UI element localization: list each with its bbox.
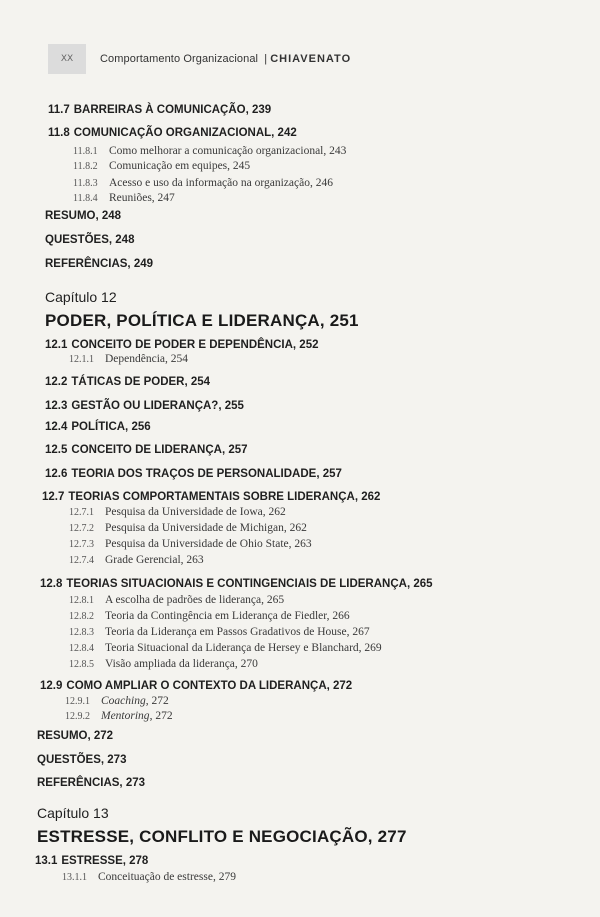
entry-title: CONCEITO DE LIDERANÇA, 257 — [71, 444, 248, 456]
entry-number: 12.7.3 — [69, 539, 94, 550]
toc-section-entry — [45, 234, 134, 246]
toc-subsection-entry — [69, 522, 307, 534]
entry-number: 13.1.1 — [62, 872, 87, 883]
entry-number: 11.7 — [48, 104, 70, 116]
entry-title: TEORIAS SITUACIONAIS E CONTINGENCIAIS DE LIDERANÇA, 265 — [66, 578, 433, 590]
entry-title: TEORIA DOS TRAÇOS DE PERSONALIDADE, 257 — [71, 468, 342, 480]
entry-title: TÁTICAS DE PODER, 254 — [71, 376, 211, 388]
toc-subsection-entry — [73, 177, 333, 189]
author-name: CHIAVENATO — [270, 53, 352, 65]
chapter-label: Capítulo 13 — [37, 805, 109, 821]
entry-title: COMO AMPLIAR O CONTEXTO DA LIDERANÇA, 272 — [66, 680, 353, 692]
entry-title: Teoria Situacional da Liderança de Hersey e Blanchard, 269 — [105, 642, 382, 654]
toc-section-entry — [45, 258, 153, 270]
entry-number: 12.2 — [45, 376, 68, 388]
entry-number: 12.8.5 — [69, 659, 94, 670]
entry-title: ESTRESSE, 278 — [61, 855, 149, 867]
entry-title: TEORIAS COMPORTAMENTAIS SOBRE LIDERANÇA, 262 — [68, 491, 381, 503]
entry-title: Teoria da Liderança em Passos Gradativos de House, 267 — [105, 626, 370, 638]
toc-subsection-entry — [69, 554, 204, 566]
toc-section-entry — [37, 777, 145, 789]
book-title: Comportamento Organizacional — [100, 53, 259, 65]
toc-section-entry — [45, 444, 248, 456]
entry-title: Comunicação em equipes, 245 — [109, 160, 251, 172]
entry-title: QUESTÕES, 248 — [45, 234, 135, 246]
toc-section-entry — [40, 680, 352, 692]
entry-number: 12.7 — [42, 491, 65, 503]
entry-number: 11.8.1 — [73, 146, 98, 157]
entry-number: 12.6 — [45, 468, 68, 480]
entry-number: 12.5 — [45, 444, 68, 456]
entry-number: 12.8.3 — [69, 627, 94, 638]
header-separator: | — [264, 53, 268, 65]
entry-title: RESUMO, 248 — [45, 210, 122, 222]
toc-subsection-entry — [73, 145, 346, 157]
entry-title: COMUNICAÇÃO ORGANIZACIONAL, 242 — [73, 127, 297, 139]
entry-number: 12.4 — [45, 421, 68, 433]
entry-title: BARREIRAS À COMUNICAÇÃO, 239 — [73, 104, 272, 116]
entry-title: GESTÃO OU LIDERANÇA?, 255 — [71, 400, 244, 412]
running-head — [100, 53, 351, 65]
entry-title: QUESTÕES, 273 — [37, 754, 127, 766]
toc-section-entry — [42, 491, 380, 503]
toc-section-entry — [45, 400, 244, 412]
entry-title: CONCEITO DE PODER E DEPENDÊNCIA, 252 — [71, 339, 319, 351]
entry-number: 12.8 — [40, 578, 63, 590]
toc-section-entry — [45, 421, 151, 433]
toc-subsection-entry — [69, 353, 188, 365]
entry-title: , 272 — [145, 695, 169, 707]
entry-number: 11.8.4 — [73, 193, 98, 204]
chapter-title: PODER, POLÍTICA E LIDERANÇA, 251 — [45, 311, 359, 330]
entry-number: 12.9.2 — [65, 711, 90, 722]
entry-title: REFERÊNCIAS, 273 — [37, 777, 146, 789]
toc-section-entry — [48, 104, 271, 116]
entry-number: 11.8.3 — [73, 178, 98, 189]
entry-title: RESUMO, 272 — [37, 730, 114, 742]
entry-number: 12.7.2 — [69, 523, 94, 534]
entry-number: 12.9.1 — [65, 696, 90, 707]
entry-number: 12.3 — [45, 400, 68, 412]
toc-section-entry — [45, 468, 342, 480]
toc-subsection-entry — [62, 871, 236, 883]
chapter-title: ESTRESSE, CONFLITO E NEGOCIAÇÃO, 277 — [37, 827, 407, 846]
entry-title: Pesquisa da Universidade de Michigan, 262 — [105, 522, 307, 534]
toc-subsection-entry — [69, 658, 258, 670]
toc-subsection-entry — [69, 506, 286, 518]
entry-title: Visão ampliada da liderança, 270 — [105, 658, 258, 670]
toc-subsection-entry — [73, 160, 250, 172]
entry-title: Dependência, 254 — [105, 353, 189, 365]
entry-title: Grade Gerencial, 263 — [105, 554, 204, 566]
entry-title: Teoria da Contingência em Liderança de Fiedler, 266 — [105, 610, 350, 622]
toc-section-entry — [35, 855, 148, 867]
toc-subsection-entry — [73, 192, 175, 204]
entry-title: A escolha de padrões de liderança, 265 — [105, 594, 285, 606]
entry-number: 12.7.1 — [69, 507, 94, 518]
entry-title: REFERÊNCIAS, 249 — [45, 258, 154, 270]
toc-section-entry — [48, 127, 297, 139]
toc-subsection-entry — [69, 610, 350, 622]
entry-title: Pesquisa da Universidade de Ohio State, 263 — [105, 538, 312, 550]
chapter-label: Capítulo 12 — [45, 289, 117, 305]
toc-section-entry — [45, 210, 121, 222]
toc-section-entry — [37, 730, 113, 742]
entry-italic-title: Coaching — [101, 695, 146, 707]
entry-number: 12.8.1 — [69, 595, 94, 606]
entry-number: 12.1.1 — [69, 354, 94, 365]
entry-number: 13.1 — [35, 855, 58, 867]
running-header — [48, 42, 351, 76]
entry-title: Pesquisa da Universidade de Iowa, 262 — [105, 506, 286, 518]
toc-subsection-entry — [65, 695, 169, 707]
page-number: XX — [48, 44, 86, 74]
toc-subsection-entry — [69, 626, 370, 638]
toc-section-entry — [45, 339, 318, 351]
entry-number: 12.8.4 — [69, 643, 94, 654]
entry-italic-title: Mentoring — [101, 710, 150, 722]
toc-subsection-entry — [69, 594, 284, 606]
entry-title: Como melhorar a comunicação organizacional, 243 — [109, 145, 347, 157]
entry-number: 12.8.2 — [69, 611, 94, 622]
entry-number: 11.8 — [48, 127, 70, 139]
entry-title: Reuniões, 247 — [109, 192, 175, 204]
entry-number: 11.8.2 — [73, 161, 98, 172]
toc-section-entry — [40, 578, 433, 590]
entry-title: , 272 — [149, 710, 173, 722]
toc-section-entry — [37, 754, 126, 766]
toc-subsection-entry — [69, 642, 382, 654]
toc-subsection-entry — [69, 538, 312, 550]
entry-number: 12.9 — [40, 680, 63, 692]
toc-section-entry — [45, 376, 210, 388]
entry-number: 12.7.4 — [69, 555, 94, 566]
entry-title: POLÍTICA, 256 — [71, 421, 151, 433]
entry-number: 12.1 — [45, 339, 68, 351]
toc-subsection-entry — [65, 710, 173, 722]
entry-title: Conceituação de estresse, 279 — [98, 871, 236, 883]
entry-title: Acesso e uso da informação na organização, 246 — [109, 177, 333, 189]
